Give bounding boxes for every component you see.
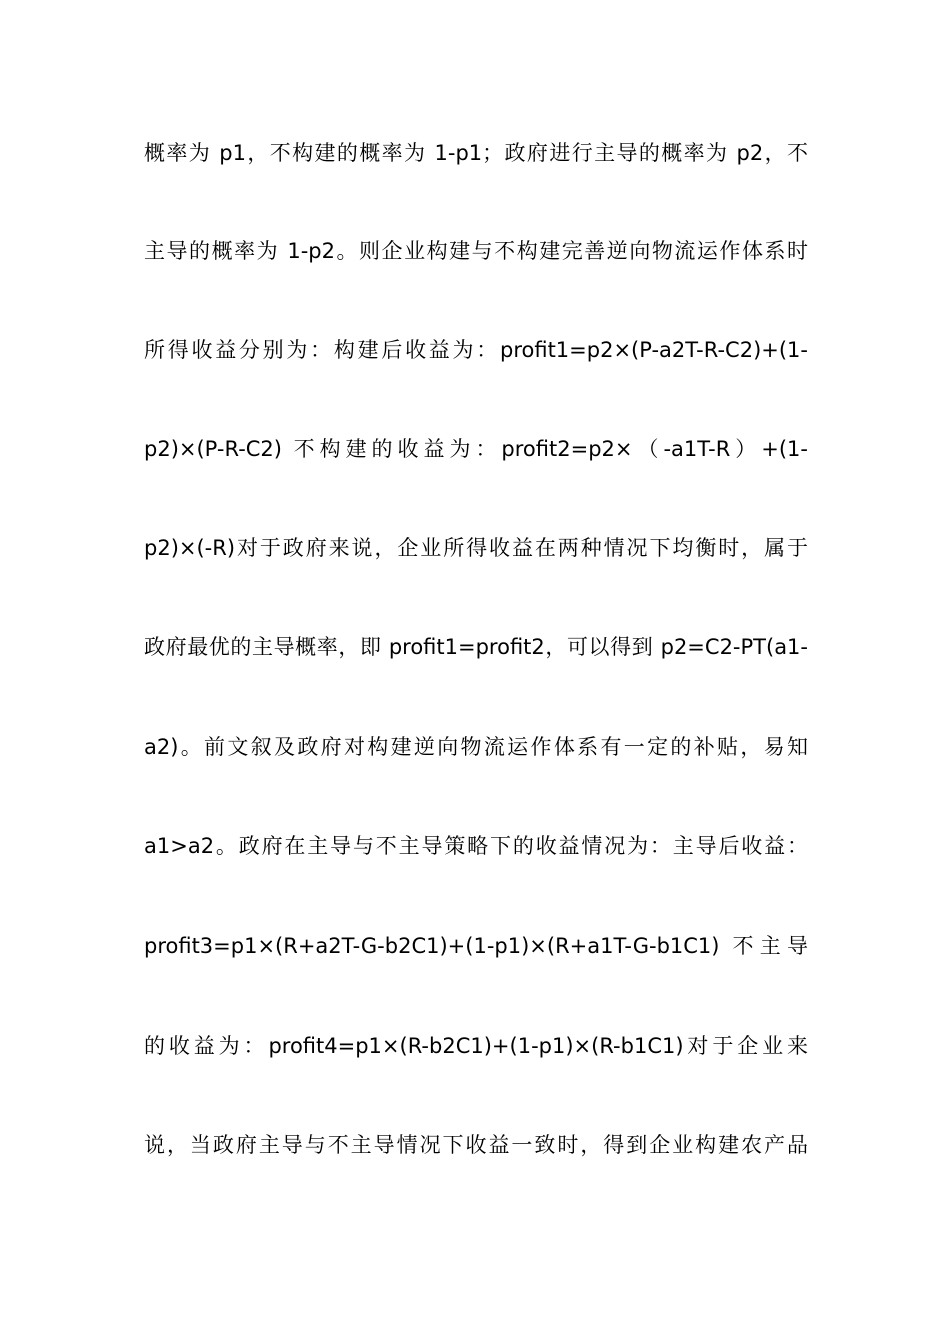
text-line-9: profit3=p1×(R+a2T-G-b2C1)+(1-p1)×(R+a1T-G-b1C1) 不主导 (144, 934, 808, 958)
text-line-11: 说，当政府主导与不主导情况下收益一致时，得到企业构建农产品 (144, 1133, 808, 1157)
text-line-8: a1>a2。政府在主导与不主导策略下的收益情况为：主导后收益： (144, 834, 808, 858)
text-line-3: 所得收益分别为：构建后收益为：profit1=p2×(P-a2T-R-C2)+(1- (144, 338, 808, 362)
text-line-2: 主导的概率为 1-p2。则企业构建与不构建完善逆向物流运作体系时 (144, 239, 808, 263)
text-line-10: 的收益为：profit4=p1×(R-b2C1)+(1-p1)×(R-b1C1)对于企业来 (144, 1034, 808, 1058)
text-line-5: p2)×(-R)对于政府来说，企业所得收益在两种情况下均衡时，属于 (144, 536, 808, 560)
text-line-1: 概率为 p1，不构建的概率为 1-p1；政府进行主导的概率为 p2，不 (144, 141, 808, 165)
text-line-6: 政府最优的主导概率，即 profit1=profit2，可以得到 p2=C2-PT(a1- (144, 635, 808, 659)
text-line-7: a2)。前文叙及政府对构建逆向物流运作体系有一定的补贴，易知 (144, 735, 808, 759)
text-line-4: p2)×(P-R-C2) 不构建的收益为：profit2=p2×（-a1T-R）+(1- (144, 437, 808, 461)
